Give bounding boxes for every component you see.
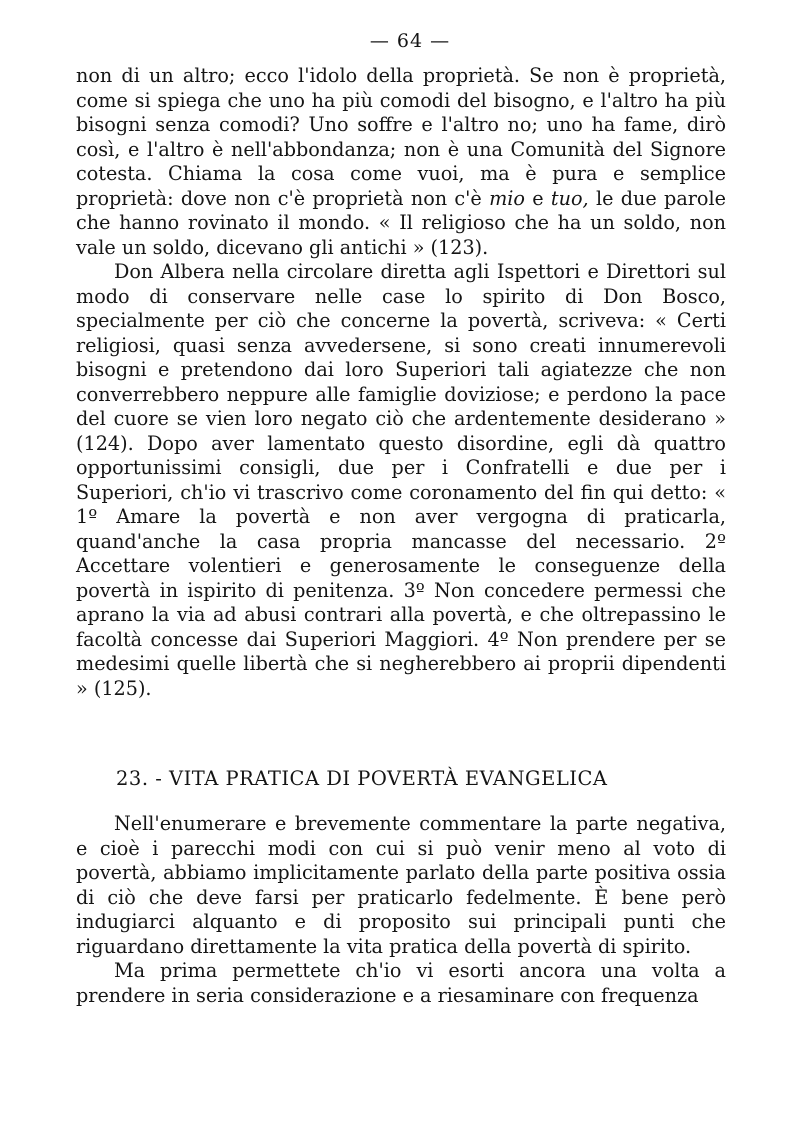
paragraph-text: non di un altro; ecco l'idolo della proprietà. Se non è proprietà, come si spiega che uno ha più comodi del bisogno, e l'altro ha più bisogni senza comodi? Uno soffre e l'altro no; uno ha fame, dirò così, e l'altro è nell'abbondanza; non è una Comunità del Signore cotesta. Chiama la cosa come vuoi, ma è pura e semplice proprietà: dove non c'è proprietà non c'è xyxy=(76,64,726,210)
section-paragraph: Ma prima permettete ch'io vi esorti ancora una volta a prendere in seria considerazione e a riesaminare con frequenza xyxy=(76,959,726,1007)
paragraph-text: le due parole che hanno rovinato il mondo. « Il religioso che ha un soldo, non vale un soldo, dicevano gli antichi » (123). xyxy=(76,186,726,259)
paragraph-don-albera: Don Albera nella circolare diretta agli Ispettori e Direttori sul modo di conservare nelle case lo spirito di Don Bosco, specialmente per ciò che concerne la povertà, scriveva: « Certi religiosi, quasi senza avvedersene, si sono creati innumerevoli bisogni e pretendono dai loro Superiori tali agiatezze che non converrebbero neppure alle famiglie doviziose; e perdono la pace del cuore se vien loro negato ciò che ardentemente desiderano » (124). Dopo aver lamentato questo disordine, egli dà quattro opportunissimi consigli, due per i Confratelli e due per i Superiori, ch'io vi trascrivo come coronamento del fin qui detto: « 1º Amare la povertà e non aver vergogna di praticarla, quand'anche la casa propria mancasse del necessario. 2º Accettare volentieri e generosamente le conseguenze della povertà in ispirito di penitenza. 3º Non concedere permessi che aprano la via ad abusi contrari alla povertà, e che oltrepassino le facoltà concesse dai Superiori Maggiori. 4º Non prendere per se medesimi quelle libertà che si negherebbero ai proprii dipendenti » (125). xyxy=(76,260,726,700)
italic-word-tuo: tuo, xyxy=(550,186,589,210)
italic-word-mio: mio xyxy=(489,186,525,210)
section-heading: 23. - VITA PRATICA DI POVERTÀ EVANGELICA xyxy=(116,767,608,790)
section-paragraph: Nell'enumerare e brevemente commentare la parte negativa, e cioè i parecchi modi con cui si può venir meno al voto di povertà, abbiamo implicitamente parlato della parte positiva ossia di ciò che deve farsi per praticarlo fedelmente. È bene però indugiarci alquanto e di proposito sui principali punti che riguardano direttamente la vita pratica della povertà di spirito. xyxy=(76,812,726,958)
paragraph-continuation xyxy=(76,64,726,260)
paragraph-text: e xyxy=(524,186,551,210)
book-page xyxy=(76,30,726,1008)
page-number: — 64 — xyxy=(369,30,451,52)
